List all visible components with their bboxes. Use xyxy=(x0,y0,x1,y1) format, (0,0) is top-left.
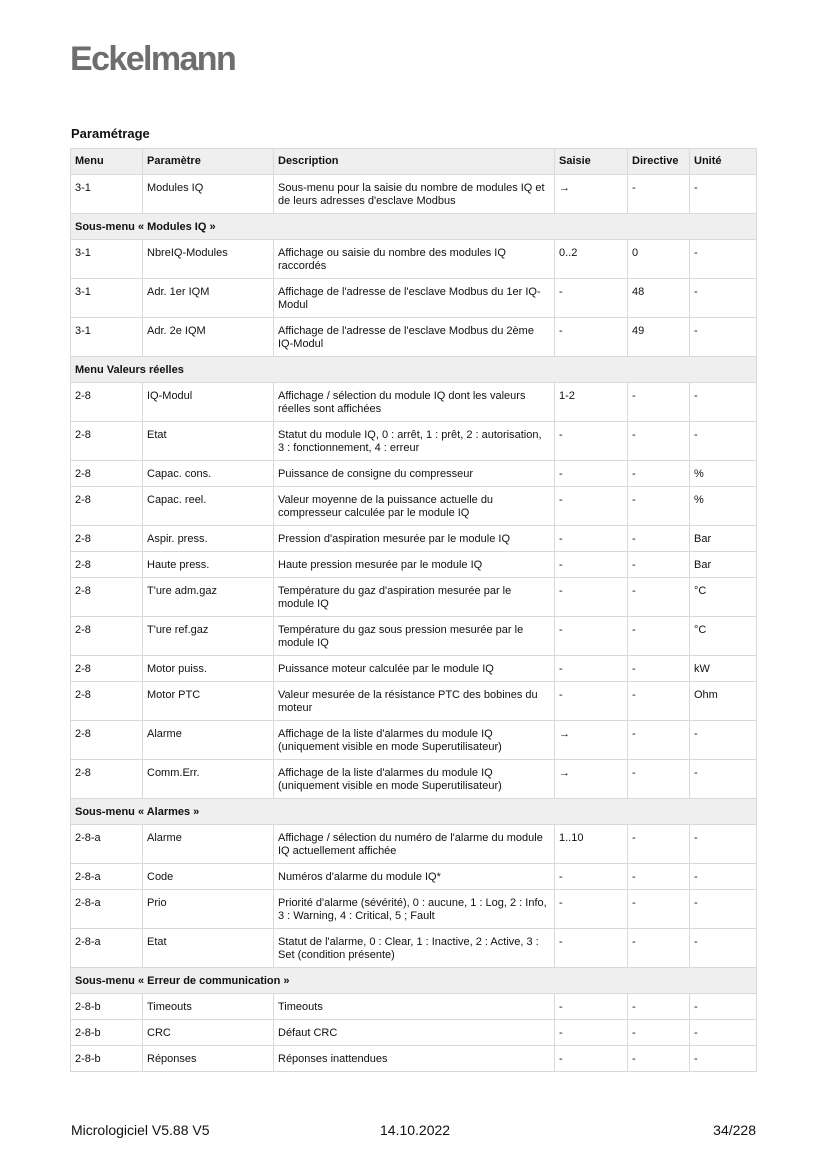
cell-menu: 3-1 xyxy=(71,240,143,279)
cell-description: Réponses inattendues xyxy=(274,1046,555,1072)
cell-parametre: Réponses xyxy=(143,1046,274,1072)
section-row xyxy=(71,214,757,240)
cell-menu: 2-8 xyxy=(71,422,143,461)
table-row xyxy=(71,578,757,617)
cell-description: Pression d'aspiration mesurée par le module IQ xyxy=(274,526,555,552)
cell-unite: - xyxy=(690,318,757,357)
footer-firmware: Micrologiciel V5.88 V5 xyxy=(71,1122,210,1138)
table-body xyxy=(71,175,757,1072)
cell-directive: 0 xyxy=(628,240,690,279)
cell-description: Affichage de la liste d'alarmes du module IQ (uniquement visible en mode Superutilisateur) xyxy=(274,760,555,799)
cell-saisie: - xyxy=(555,318,628,357)
cell-menu: 2-8-b xyxy=(71,994,143,1020)
table-row xyxy=(71,1046,757,1072)
cell-directive: - xyxy=(628,578,690,617)
table-row xyxy=(71,721,757,760)
cell-unite: - xyxy=(690,383,757,422)
cell-parametre: T'ure ref.gaz xyxy=(143,617,274,656)
table-row xyxy=(71,487,757,526)
table-row xyxy=(71,656,757,682)
cell-parametre: Capac. cons. xyxy=(143,461,274,487)
cell-directive: - xyxy=(628,487,690,526)
section-row xyxy=(71,799,757,825)
cell-description: Affichage / sélection du numéro de l'alarme du module IQ actuellement affichée xyxy=(274,825,555,864)
company-logo: Eckelmann xyxy=(70,40,236,78)
cell-directive: - xyxy=(628,890,690,929)
cell-menu: 3-1 xyxy=(71,175,143,214)
cell-unite: - xyxy=(690,890,757,929)
cell-parametre: Adr. 1er IQM xyxy=(143,279,274,318)
cell-parametre: CRC xyxy=(143,1020,274,1046)
cell-saisie: - xyxy=(555,617,628,656)
cell-saisie: - xyxy=(555,422,628,461)
header-description: Description xyxy=(274,149,555,175)
cell-parametre: Motor puiss. xyxy=(143,656,274,682)
cell-unite: Bar xyxy=(690,526,757,552)
cell-unite: - xyxy=(690,1046,757,1072)
cell-description: Affichage de la liste d'alarmes du module IQ (uniquement visible en mode Superutilisateur) xyxy=(274,721,555,760)
table-row xyxy=(71,279,757,318)
cell-saisie: - xyxy=(555,1020,628,1046)
cell-description: Puissance moteur calculée par le module IQ xyxy=(274,656,555,682)
cell-unite: - xyxy=(690,721,757,760)
cell-description: Affichage de l'adresse de l'esclave Modbus du 1er IQ-Modul xyxy=(274,279,555,318)
table-row xyxy=(71,175,757,214)
header-unite: Unité xyxy=(690,149,757,175)
cell-directive: - xyxy=(628,526,690,552)
cell-unite: % xyxy=(690,487,757,526)
cell-description: Défaut CRC xyxy=(274,1020,555,1046)
cell-unite: - xyxy=(690,279,757,318)
cell-description: Numéros d'alarme du module IQ* xyxy=(274,864,555,890)
cell-unite: - xyxy=(690,864,757,890)
cell-directive: - xyxy=(628,656,690,682)
cell-parametre: Code xyxy=(143,864,274,890)
table-row xyxy=(71,240,757,279)
cell-menu: 2-8-b xyxy=(71,1046,143,1072)
table-header-row xyxy=(71,149,757,175)
cell-directive: - xyxy=(628,552,690,578)
table-row xyxy=(71,994,757,1020)
cell-saisie: → xyxy=(555,721,628,760)
cell-menu: 2-8 xyxy=(71,526,143,552)
cell-directive: - xyxy=(628,721,690,760)
cell-parametre: Alarme xyxy=(143,825,274,864)
cell-parametre: Capac. reel. xyxy=(143,487,274,526)
cell-unite: - xyxy=(690,422,757,461)
cell-unite: - xyxy=(690,929,757,968)
cell-description: Valeur mesurée de la résistance PTC des bobines du moteur xyxy=(274,682,555,721)
table-row xyxy=(71,890,757,929)
cell-saisie: - xyxy=(555,864,628,890)
cell-menu: 2-8-a xyxy=(71,825,143,864)
cell-description: Valeur moyenne de la puissance actuelle du compresseur calculée par le module IQ xyxy=(274,487,555,526)
cell-saisie: - xyxy=(555,461,628,487)
cell-parametre: Prio xyxy=(143,890,274,929)
cell-directive: - xyxy=(628,1020,690,1046)
table-row xyxy=(71,825,757,864)
cell-parametre: Timeouts xyxy=(143,994,274,1020)
cell-directive: - xyxy=(628,929,690,968)
header-saisie: Saisie xyxy=(555,149,628,175)
cell-saisie: - xyxy=(555,487,628,526)
section-label: Menu Valeurs réelles xyxy=(71,357,757,383)
cell-unite: - xyxy=(690,240,757,279)
cell-saisie: - xyxy=(555,682,628,721)
cell-description: Sous-menu pour la saisie du nombre de modules IQ et de leurs adresses d'esclave Modbus xyxy=(274,175,555,214)
table-row xyxy=(71,682,757,721)
cell-directive: 49 xyxy=(628,318,690,357)
cell-menu: 2-8 xyxy=(71,721,143,760)
cell-description: Statut de l'alarme, 0 : Clear, 1 : Inactive, 2 : Active, 3 : Set (condition présente) xyxy=(274,929,555,968)
cell-description: Priorité d'alarme (sévérité), 0 : aucune, 1 : Log, 2 : Info, 3 : Warning, 4 : Critical, 5 ; Fault xyxy=(274,890,555,929)
cell-saisie: - xyxy=(555,656,628,682)
table-row xyxy=(71,422,757,461)
cell-saisie: - xyxy=(555,578,628,617)
cell-parametre: Modules IQ xyxy=(143,175,274,214)
cell-directive: - xyxy=(628,1046,690,1072)
cell-unite: kW xyxy=(690,656,757,682)
cell-menu: 2-8 xyxy=(71,682,143,721)
cell-menu: 2-8 xyxy=(71,578,143,617)
table-row xyxy=(71,318,757,357)
cell-parametre: Alarme xyxy=(143,721,274,760)
cell-saisie: → xyxy=(555,175,628,214)
cell-saisie: - xyxy=(555,279,628,318)
header-menu: Menu xyxy=(71,149,143,175)
cell-parametre: IQ-Modul xyxy=(143,383,274,422)
cell-saisie: - xyxy=(555,1046,628,1072)
table-row xyxy=(71,383,757,422)
cell-description: Affichage / sélection du module IQ dont les valeurs réelles sont affichées xyxy=(274,383,555,422)
cell-description: Affichage ou saisie du nombre des modules IQ raccordés xyxy=(274,240,555,279)
cell-description: Haute pression mesurée par le module IQ xyxy=(274,552,555,578)
cell-unite: Bar xyxy=(690,552,757,578)
cell-unite: - xyxy=(690,175,757,214)
cell-menu: 2-8 xyxy=(71,383,143,422)
cell-menu: 2-8 xyxy=(71,487,143,526)
cell-directive: - xyxy=(628,383,690,422)
cell-menu: 2-8-b xyxy=(71,1020,143,1046)
header-parametre: Paramètre xyxy=(143,149,274,175)
section-title: Paramétrage xyxy=(71,126,150,141)
cell-parametre: T'ure adm.gaz xyxy=(143,578,274,617)
cell-description: Statut du module IQ, 0 : arrêt, 1 : prêt, 2 : autorisation, 3 : fonctionnement, 4 : erreur xyxy=(274,422,555,461)
cell-directive: - xyxy=(628,422,690,461)
cell-menu: 3-1 xyxy=(71,318,143,357)
cell-directive: - xyxy=(628,175,690,214)
cell-directive: - xyxy=(628,461,690,487)
cell-menu: 3-1 xyxy=(71,279,143,318)
cell-menu: 2-8 xyxy=(71,617,143,656)
footer-date: 14.10.2022 xyxy=(380,1122,451,1138)
cell-unite: % xyxy=(690,461,757,487)
cell-description: Affichage de l'adresse de l'esclave Modbus du 2ème IQ-Modul xyxy=(274,318,555,357)
cell-directive: - xyxy=(628,760,690,799)
cell-menu: 2-8 xyxy=(71,552,143,578)
section-label: Sous-menu « Erreur de communication » xyxy=(71,968,757,994)
table-row xyxy=(71,1020,757,1046)
cell-saisie: - xyxy=(555,526,628,552)
cell-menu: 2-8 xyxy=(71,656,143,682)
cell-unite: Ohm xyxy=(690,682,757,721)
cell-unite: °C xyxy=(690,578,757,617)
table-row xyxy=(71,760,757,799)
cell-saisie: 1..10 xyxy=(555,825,628,864)
cell-parametre: NbreIQ-Modules xyxy=(143,240,274,279)
cell-unite: - xyxy=(690,994,757,1020)
cell-parametre: Etat xyxy=(143,929,274,968)
cell-saisie: 0..2 xyxy=(555,240,628,279)
cell-parametre: Motor PTC xyxy=(143,682,274,721)
table-row xyxy=(71,552,757,578)
cell-directive: - xyxy=(628,682,690,721)
cell-directive: 48 xyxy=(628,279,690,318)
section-row xyxy=(71,968,757,994)
table-row xyxy=(71,617,757,656)
table-row xyxy=(71,526,757,552)
cell-directive: - xyxy=(628,864,690,890)
cell-parametre: Adr. 2e IQM xyxy=(143,318,274,357)
cell-menu: 2-8 xyxy=(71,461,143,487)
section-label: Sous-menu « Modules IQ » xyxy=(71,214,757,240)
cell-directive: - xyxy=(628,994,690,1020)
cell-saisie: → xyxy=(555,760,628,799)
cell-description: Température du gaz d'aspiration mesurée par le module IQ xyxy=(274,578,555,617)
footer-page-number: 34/228 xyxy=(713,1122,756,1138)
cell-unite: - xyxy=(690,825,757,864)
cell-saisie: - xyxy=(555,552,628,578)
header-directive: Directive xyxy=(628,149,690,175)
cell-description: Timeouts xyxy=(274,994,555,1020)
cell-saisie: - xyxy=(555,929,628,968)
cell-parametre: Comm.Err. xyxy=(143,760,274,799)
cell-parametre: Etat xyxy=(143,422,274,461)
parameter-table xyxy=(70,148,757,1072)
cell-saisie: - xyxy=(555,994,628,1020)
cell-parametre: Aspir. press. xyxy=(143,526,274,552)
cell-parametre: Haute press. xyxy=(143,552,274,578)
table-row xyxy=(71,864,757,890)
cell-unite: °C xyxy=(690,617,757,656)
cell-description: Température du gaz sous pression mesurée par le module IQ xyxy=(274,617,555,656)
cell-description: Puissance de consigne du compresseur xyxy=(274,461,555,487)
cell-unite: - xyxy=(690,1020,757,1046)
table-row xyxy=(71,461,757,487)
section-row xyxy=(71,357,757,383)
table-row xyxy=(71,929,757,968)
cell-directive: - xyxy=(628,617,690,656)
section-label: Sous-menu « Alarmes » xyxy=(71,799,757,825)
cell-directive: - xyxy=(628,825,690,864)
cell-menu: 2-8-a xyxy=(71,864,143,890)
cell-unite: - xyxy=(690,760,757,799)
cell-menu: 2-8-a xyxy=(71,929,143,968)
cell-saisie: 1-2 xyxy=(555,383,628,422)
cell-menu: 2-8-a xyxy=(71,890,143,929)
cell-saisie: - xyxy=(555,890,628,929)
cell-menu: 2-8 xyxy=(71,760,143,799)
